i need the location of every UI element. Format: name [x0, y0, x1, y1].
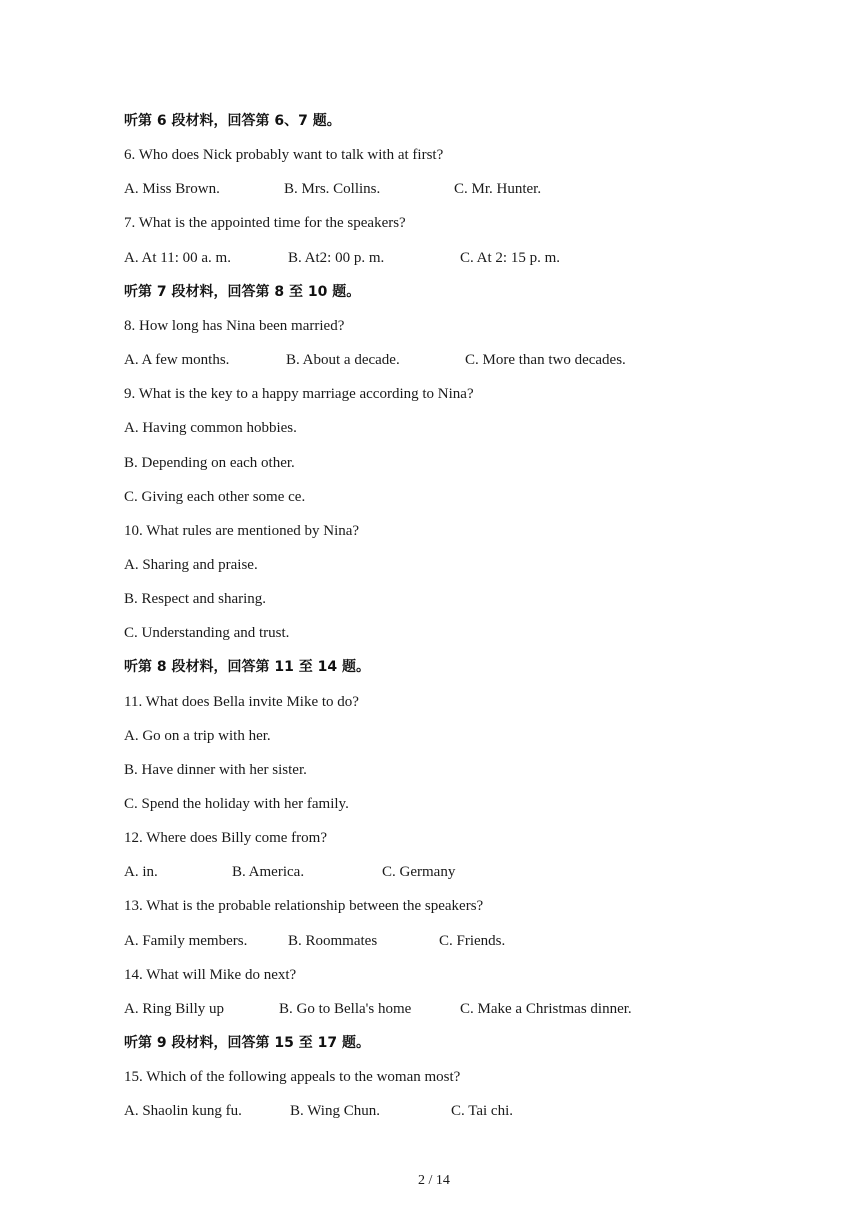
question-text: 7. What is the appointed time for the speakers?: [124, 215, 406, 231]
answer-option: A. At 11: 00 a. m.: [124, 250, 231, 266]
question-text: 12. Where does Billy come from?: [124, 830, 327, 846]
answer-option: C. Germany: [382, 864, 456, 880]
answer-option: A. in.: [124, 864, 158, 880]
question-text: 13. What is the probable relationship between the speakers?: [124, 898, 484, 914]
answer-option: B. Mrs. Collins.: [284, 181, 381, 197]
answer-option: B. Wing Chun.: [290, 1103, 380, 1119]
answer-option: C. Spend the holiday with her family.: [124, 796, 349, 812]
answer-option: B. Respect and sharing.: [124, 591, 267, 607]
question-text: 15. Which of the following appeals to the woman most?: [124, 1069, 461, 1085]
answer-option: A. Miss Brown.: [124, 181, 220, 197]
page-number: 2 / 14: [418, 1173, 450, 1188]
question-text: 8. How long has Nina been married?: [124, 318, 345, 334]
answer-option: B. America.: [232, 864, 305, 880]
question-text: 11. What does Bella invite Mike to do?: [124, 694, 359, 710]
answer-option: A. Family members.: [124, 933, 248, 949]
answer-option: C. Understanding and trust.: [124, 625, 290, 641]
answer-option: C. Make a Christmas dinner.: [460, 1001, 632, 1017]
answer-option: B. About a decade.: [286, 352, 400, 368]
answer-option: A. Sharing and praise.: [124, 557, 258, 573]
answer-option: B. Go to Bella's home: [279, 1001, 412, 1017]
answer-option: A. Ring Billy up: [124, 1001, 225, 1017]
answer-option: C. At 2: 15 p. m.: [460, 250, 561, 266]
answer-option: A. Shaolin kung fu.: [124, 1103, 242, 1119]
answer-option: A. A few months.: [124, 352, 230, 368]
question-text: 9. What is the key to a happy marriage according to Nina?: [124, 386, 474, 402]
answer-option: C. Mr. Hunter.: [454, 181, 542, 197]
answer-option: C. Giving each other some ce.: [124, 489, 306, 505]
section-heading: 听第 9 段材料，回答第 15 至 17 题。: [124, 1035, 370, 1051]
answer-option: A. Go on a trip with her.: [124, 728, 271, 744]
question-text: 14. What will Mike do next?: [124, 967, 297, 983]
answer-option: B. Have dinner with her sister.: [124, 762, 307, 778]
answer-option: B. Depending on each other.: [124, 455, 295, 471]
answer-option: C. Friends.: [439, 933, 506, 949]
question-text: 6. Who does Nick probably want to talk with at first?: [124, 147, 444, 163]
answer-option: B. At2: 00 p. m.: [288, 250, 385, 266]
question-text: 10. What rules are mentioned by Nina?: [124, 523, 360, 539]
answer-option: A. Having common hobbies.: [124, 420, 297, 436]
answer-option: C. More than two decades.: [465, 352, 626, 368]
section-heading: 听第 7 段材料，回答第 8 至 10 题。: [124, 284, 361, 300]
answer-option: B. Roommates: [288, 933, 378, 949]
section-heading: 听第 6 段材料，回答第 6、7 题。: [124, 113, 341, 129]
section-heading: 听第 8 段材料，回答第 11 至 14 题。: [124, 659, 370, 675]
answer-option: C. Tai chi.: [451, 1103, 513, 1119]
